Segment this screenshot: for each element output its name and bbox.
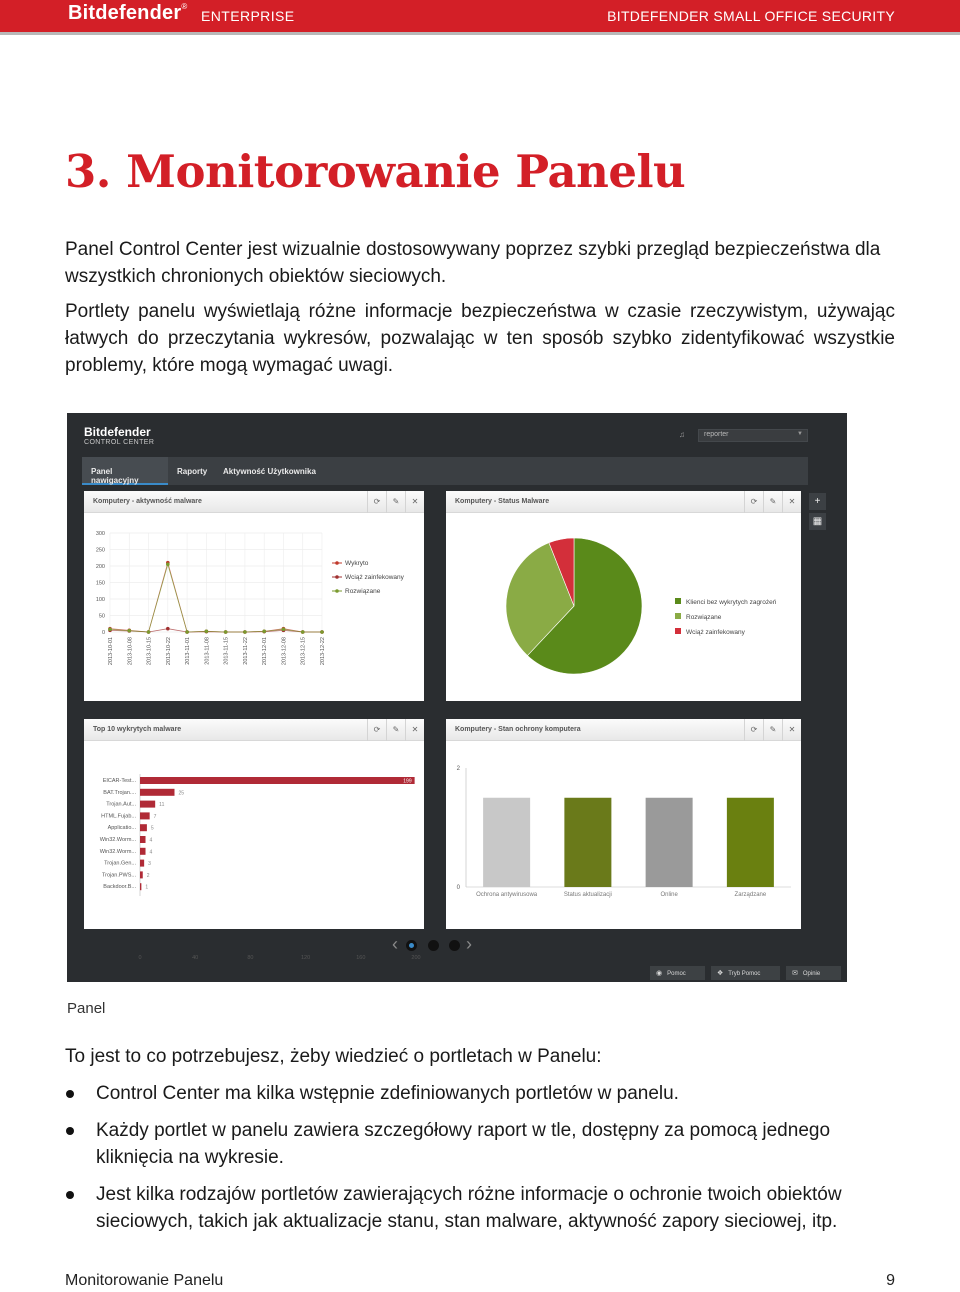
- y-tick-label: 300: [95, 531, 105, 537]
- paragraph-portlets: Portlety panelu wyświetlają różne informacje bezpieczeństwa w czasie rzeczywistym, używając łatwych do przeczytania wykresów, pozwalając w ten sposób szybko zidentyfikować wszystkie problemy, które mogą wymagać uwagi.: [65, 301, 895, 376]
- legend-label: Wykryto: [345, 560, 369, 567]
- legend-swatch: [675, 598, 681, 604]
- bar: [727, 798, 774, 887]
- portlet-title: Komputery - aktywność malware: [93, 498, 202, 505]
- list-item: Control Center ma kilka wstępnie zdefiniowanych portletów w panelu.: [65, 1080, 900, 1107]
- data-point: [205, 630, 209, 634]
- data-point: [127, 629, 131, 633]
- y-tick-label: 2: [456, 766, 460, 772]
- intro-line: To jest to co potrzebujesz, żeby wiedzieć o portletach w Panelu:: [65, 1046, 602, 1067]
- data-label: 1: [145, 884, 149, 891]
- portlet-header: [84, 491, 424, 513]
- portlet-toolbar: [744, 719, 801, 741]
- brand-logo: Bitdefender®: [68, 2, 188, 24]
- portlet-toolbar: [367, 719, 424, 741]
- series-line: [110, 563, 322, 632]
- dashboard-tabs: [82, 457, 808, 485]
- bar: [140, 801, 155, 808]
- x-tick-label: 0: [138, 955, 142, 961]
- add-portlet-icon[interactable]: +: [809, 493, 826, 510]
- x-tick-label: 2013-11-22: [242, 637, 249, 665]
- close-icon[interactable]: ✕: [782, 719, 801, 741]
- category-label: Ochrona antywirusowa: [476, 892, 538, 898]
- portlet-toolbar: [367, 491, 424, 513]
- bar: [140, 824, 147, 831]
- edit-icon[interactable]: ✎: [763, 719, 782, 741]
- legend-label: Klienci bez wykrytych zagrożeń: [686, 599, 777, 606]
- page-number: 9: [886, 1272, 895, 1289]
- data-point: [224, 630, 228, 634]
- top10-malware-chart[interactable]: [84, 741, 424, 961]
- edit-icon[interactable]: ✎: [386, 719, 405, 741]
- y-tick-label: 200: [95, 564, 105, 570]
- bullet-icon: [66, 1127, 74, 1135]
- paragraph-intro: Panel Control Center jest wizualnie dostosowywany poprzez szybki przegląd bezpieczeństwa dla wszystkich chronionych obiektów sieciowych.: [65, 239, 881, 287]
- user-select-value: reporter: [704, 431, 729, 438]
- list-item: Jest kilka rodzajów portletów zawierających różne informacje o ochronie twoich obiektów sieciowych, takich jak aktualizacje stanu, stan malware, aktywność zapory sieciowej, itp.: [65, 1181, 900, 1235]
- portlet-header: [446, 491, 801, 513]
- data-point: [320, 630, 324, 634]
- y-tick-label: 0: [456, 885, 460, 891]
- y-tick-label: 0: [101, 630, 105, 636]
- x-tick-label: 2013-11-01: [185, 637, 192, 665]
- bullet-icon: [66, 1090, 74, 1098]
- data-point: [262, 630, 266, 634]
- feedback-button[interactable]: ✉ Opinie: [786, 966, 841, 980]
- grid-layout-icon[interactable]: ▦: [809, 513, 826, 530]
- bar: [646, 798, 693, 887]
- category-label: EICAR-Test...: [102, 778, 136, 784]
- figure-caption: Panel: [67, 1000, 106, 1017]
- category-label: Online: [660, 892, 678, 898]
- y-tick-label: 100: [95, 597, 105, 603]
- chevron-left-icon[interactable]: ‹: [392, 934, 398, 954]
- legend-marker: [335, 589, 339, 593]
- x-tick-label: 200: [411, 955, 421, 961]
- close-icon[interactable]: ✕: [405, 491, 424, 513]
- category-label: Applicatio...: [107, 825, 136, 832]
- bar: [140, 812, 150, 819]
- bar: [140, 848, 146, 855]
- portlet-header: [446, 719, 801, 741]
- portlet-title: Komputery - Stan ochrony komputera: [455, 726, 581, 733]
- pager-dot-2[interactable]: [428, 940, 439, 951]
- help-button[interactable]: ◉ Pomoc: [650, 966, 705, 980]
- brand-suffix: ENTERPRISE: [201, 8, 295, 24]
- data-label: 7: [153, 813, 157, 820]
- x-tick-label: 2013-11-08: [204, 637, 211, 665]
- bar: [140, 777, 415, 784]
- refresh-icon[interactable]: ⟳: [367, 491, 386, 513]
- category-label: Zarządzane: [734, 892, 767, 898]
- x-tick-label: 40: [192, 955, 199, 961]
- legend-swatch: [675, 613, 681, 619]
- pager-dot-3[interactable]: [449, 940, 460, 951]
- x-tick-label: 2013-12-08: [281, 637, 288, 666]
- help-mode-button[interactable]: ❖ Tryb Pomoc: [711, 966, 780, 980]
- category-label: Trojan.PWS...: [101, 872, 136, 879]
- legend-label: Rozwiązane: [345, 588, 381, 595]
- data-label: 4: [149, 849, 153, 856]
- series-line: [110, 564, 322, 632]
- x-tick-label: 2013-10-08: [127, 637, 134, 666]
- portlet-malware-status[interactable]: [446, 491, 801, 701]
- bullet-list: [65, 1080, 900, 1245]
- list-item: Każdy portlet w panelu zawiera szczegółowy raport w tle, dostępny za pomocą jednego kliknięcia na wykresie.: [65, 1117, 900, 1171]
- category-label: Trojan.Gen...: [104, 860, 136, 867]
- legend-label: Wciąż zainfekowany: [345, 574, 404, 581]
- portlet-toolbar: [744, 491, 801, 513]
- x-tick-label: 2013-10-01: [108, 637, 114, 666]
- portlet-title: Top 10 wykrytych malware: [93, 726, 182, 733]
- x-tick-label: 2013-12-15: [300, 637, 307, 666]
- legend-marker: [335, 561, 339, 565]
- x-tick-label: 2013-12-22: [320, 637, 326, 666]
- malware-status-chart[interactable]: [446, 513, 801, 701]
- tab-dashboard[interactable]: Panel nawigacyjny: [82, 457, 168, 485]
- x-tick-label: 2013-12-01: [262, 637, 269, 666]
- y-tick-label: 250: [95, 547, 105, 554]
- data-label: 3: [148, 861, 151, 868]
- protection-status-chart[interactable]: [446, 741, 801, 929]
- malware-activity-chart[interactable]: [84, 513, 424, 701]
- category-label: HTML.Fujab...: [101, 813, 136, 820]
- portlet-top10-malware[interactable]: [84, 719, 424, 961]
- bar: [483, 798, 530, 887]
- page-title: 3. Monitorowanie Panelu: [65, 145, 686, 198]
- portlet-protection-status[interactable]: [446, 719, 801, 929]
- header-bar: [0, 0, 960, 32]
- bullet-icon: [66, 1191, 74, 1199]
- data-point: [166, 563, 170, 567]
- data-point: [243, 630, 247, 634]
- chat-bubble-icon: ✉: [792, 970, 798, 977]
- headset-icon: ◉: [656, 970, 663, 977]
- tab-reports[interactable]: Raporty: [177, 467, 208, 476]
- data-point: [108, 628, 112, 632]
- data-point: [147, 630, 151, 634]
- header-divider: [0, 32, 960, 35]
- portlet-malware-activity[interactable]: [84, 491, 424, 701]
- edit-icon[interactable]: ✎: [763, 491, 782, 513]
- bar: [564, 798, 611, 887]
- bar: [140, 883, 141, 890]
- category-label: BAT.Trojan....: [103, 789, 136, 796]
- close-icon[interactable]: ✕: [782, 491, 801, 513]
- user-select[interactable]: [698, 429, 808, 442]
- x-tick-label: 80: [247, 955, 254, 961]
- legend-swatch: [675, 628, 681, 634]
- bar: [140, 789, 175, 796]
- help-circle-icon: ❖: [717, 970, 724, 977]
- x-tick-label: 160: [356, 955, 366, 961]
- notification-bell-icon[interactable]: ♫: [679, 430, 685, 439]
- data-label: 2: [146, 872, 150, 879]
- y-tick-label: 150: [95, 580, 105, 587]
- control-center-logo: Bitdefender: [84, 425, 151, 439]
- data-label: 5: [150, 825, 154, 832]
- category-label: Status aktualizacji: [563, 892, 612, 898]
- refresh-icon[interactable]: ⟳: [744, 491, 763, 513]
- data-point: [282, 628, 286, 632]
- category-label: Win32.Worm...: [99, 837, 136, 843]
- bar: [140, 871, 143, 878]
- category-label: Backdoor.B...: [103, 884, 136, 891]
- legend-label: Wciąż zainfekowany: [686, 629, 745, 636]
- edit-icon[interactable]: ✎: [386, 491, 405, 513]
- close-icon[interactable]: ✕: [405, 719, 424, 741]
- data-point: [185, 630, 189, 634]
- category-label: Win32.Worm...: [99, 848, 136, 855]
- data-point: [301, 630, 305, 634]
- bar: [140, 836, 146, 843]
- chevron-down-icon: ▼: [797, 431, 803, 437]
- control-center-label: CONTROL CENTER: [84, 439, 155, 446]
- x-tick-label: 120: [301, 955, 311, 961]
- chevron-right-icon[interactable]: ›: [466, 934, 472, 954]
- data-label: 199: [403, 778, 412, 785]
- x-tick-label: 2013-10-15: [146, 637, 153, 666]
- portlet-pager: [392, 934, 482, 957]
- product-name: BITDEFENDER SMALL OFFICE SECURITY: [607, 8, 895, 24]
- pager-dot-1[interactable]: [406, 940, 417, 951]
- dashboard-screenshot: [67, 413, 847, 982]
- portlet-title: Komputery - Status Malware: [455, 498, 550, 505]
- legend-marker: [335, 575, 339, 579]
- x-tick-label: 2013-11-15: [223, 637, 230, 665]
- category-label: Trojan.Aut...: [106, 801, 136, 808]
- data-label: 4: [149, 837, 153, 844]
- x-tick-label: 2013-10-22: [165, 637, 172, 666]
- refresh-icon[interactable]: ⟳: [367, 719, 386, 741]
- bar: [140, 860, 144, 867]
- data-label: 25: [178, 790, 185, 797]
- legend-label: Rozwiązane: [686, 614, 722, 621]
- portlet-header: [84, 719, 424, 741]
- y-tick-label: 50: [98, 613, 105, 620]
- data-point: [166, 627, 170, 631]
- tab-user-activity[interactable]: Aktywność Użytkownika: [223, 467, 316, 476]
- data-label: 11: [159, 802, 165, 809]
- footer-section: Monitorowanie Panelu: [65, 1272, 224, 1289]
- refresh-icon[interactable]: ⟳: [744, 719, 763, 741]
